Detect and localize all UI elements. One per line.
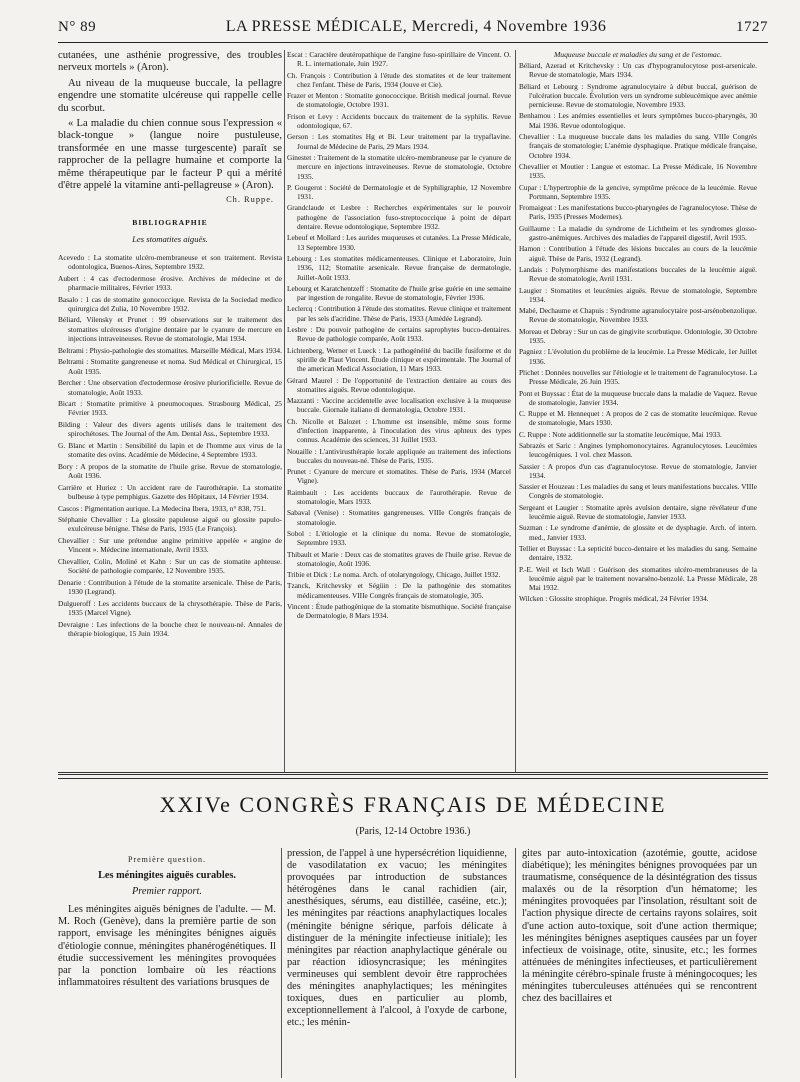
- reference-entry: C. Ruppe : Note additionnelle sur la stomatite leucémique, Mai 1933.: [519, 429, 722, 439]
- author-signature: Ch. Ruppe.: [226, 195, 274, 205]
- reference-entry: Denarie : Contribution à l'étude de la stomatite arsenicale. Thèse de Paris, 1930 (Legrand).: [58, 577, 282, 597]
- section-divider: [58, 778, 768, 779]
- reference-entry: Sabaval (Venise) : Stomatites gangreneuses. VIIIe Congrès français de stomatologie.: [287, 508, 511, 527]
- reference-entry: Lichtenberg, Werner et Lueck : La pathogénéité du bacille fusiforme et du spirille de Plaut Vincent. Étude clinique et expérimentale. The Journal of the american Medical Association, 11 Mars 1933.: [287, 345, 511, 374]
- journal-title: LA PRESSE MÉDICALE, Mercredi, 4 Novembre 1936: [225, 18, 607, 35]
- reference-entry: Béliard et Lebourg : Syndrome agranulocytaire à début buccal, guérison de l'ulcération buccale. Évolution vers un syndrome subleucémique avec anémie pernicieuse. Revue de stomatologie, Novembre 1933.: [519, 81, 757, 110]
- reference-entry: Cupar : L'hypertrophie de la gencive, symptôme précoce de la leucémie. Revue Portmann, Septembre 1935.: [519, 182, 757, 201]
- reference-entry: Nouaille : L'antivirusthérapie locale appliquée au traitement des infections buccales du nouveau-né. Thèse de Paris, 1935.: [287, 446, 511, 465]
- congress-column-3: [522, 848, 757, 1005]
- reference-section-heading: Muqueuse buccale et maladies du sang et de l'estomac.: [553, 50, 722, 59]
- paragraph: cutanées, une asthénie progressive, des troubles nerveux mortels » (Aron).: [58, 50, 282, 74]
- reference-entry: Vincent : Étude pathogénique de la stomatite bismuthique. Société française de Dermatologie, 8 Mars 1934.: [287, 602, 511, 621]
- report-label: Premier rapport.: [132, 886, 202, 898]
- reference-entry: Aubert : 4 cas d'ectodermose érosive. Archives de médecine et de pharmacie militaires, Février 1933.: [58, 273, 282, 293]
- reference-entry: Tzanck, Kritchevsky et Ségüin : De la pathogénie des stomatites médicamenteuses. VIIIe Congrès français de stomatologie, 305.: [287, 581, 511, 600]
- reference-entry: Bercher : Une observation d'ectodermose érosive pluriorificielle. Revue de stomatologie, Août 1933.: [58, 378, 282, 397]
- reference-entry: Laugier : Stomatites et leucémies aiguës. Revue de stomatologie, Septembre 1934.: [519, 285, 757, 304]
- congress-column-2: [287, 848, 507, 1029]
- reference-entry: Pagniez : L'évolution du problème de la leucémie. La Presse Médicale, 1er Juillet 1936.: [519, 347, 757, 366]
- paragraph: Au niveau de la muqueuse buccale, la pellagre engendre une stomatite ulcéreuse qui rappelle celle du scorbut.: [58, 77, 282, 114]
- reference-entry: Lebourg et Karatchentzeff : Stomatite de l'huile grise guérie en une semaine par ingestion de rongalite. Revue de stomatologie, Février 1936.: [287, 283, 511, 303]
- question-label: Première question.: [128, 855, 206, 864]
- reference-entry: Sassier et Houzeau : Les maladies du sang et leurs manifestations buccales. VIIIe Congrès de stomatologie.: [519, 482, 757, 501]
- reference-entry: Moreau et Debray : Sur un cas de gingivite scorbutique. Odontologie, 30 Octobre 1935.: [519, 326, 757, 346]
- reference-entry: Thibault et Marie : Deux cas de stomatites graves de l'huile grise. Revue de stomatologie, Août 1936.: [287, 549, 511, 568]
- reference-entry: Stéphanie Chevallier : La glossite papuleuse aiguë ou glossite papulo-exulcéreuse bénigne. Thèse de Paris, 1935 (Le François).: [58, 515, 282, 534]
- reference-entry: Pont et Buyssac : État de la muqueuse buccale dans la maladie de Vaquez. Revue de stomatologie, Janvier 1934.: [519, 388, 757, 407]
- reference-entry: Plichet : Données nouvelles sur l'étiologie et le traitement de l'agranulocytose. La Presse Médicale, 26 Juin 1935.: [519, 367, 757, 387]
- reference-entry: Beltrami : Physio-pathologie des stomatites. Marseille Médical, Mars 1934.: [58, 345, 282, 355]
- section-divider: [58, 772, 768, 775]
- bibliography-heading: BIBLIOGRAPHIE: [132, 217, 208, 227]
- reference-entry: Landais : Polymorphisme des manifestations buccales de la leucémie aiguë. Revue de stomatologie, Avril 1931.: [519, 264, 757, 284]
- reference-entry: Gerson : Les stomatites Hg et Bi. Leur traitement par la trypaflavine. Journal de Médecine de Paris, 29 Mars 1934.: [287, 132, 511, 151]
- column-1: [58, 50, 282, 640]
- topic-title: Les méningites aiguës curables.: [98, 870, 236, 882]
- reference-list-2: [287, 50, 511, 621]
- reference-entry: Basalo : 1 cas de stomatite gonococcique. Revista de la Sociedad medico quirurgica del Zulia, 10 Novembre 1932.: [58, 294, 282, 313]
- reference-entry: Chevallier : La muqueuse buccale dans les maladies du sang. VIIIe Congrès français de stomatologie; L'anémie dysphagique. Pratique médicale française, Octobre 1934.: [519, 132, 757, 160]
- reference-entry: Gérard Maurel : De l'opportunité de l'extraction dentaire au cours des stomatites aiguës. Revue odontologique.: [287, 375, 511, 394]
- reference-entry: Fromaigeat : Les manifestations bucco-pharyngées de l'agranulocytose. Thèse de Paris, 1935 (Presses Modernes).: [519, 203, 757, 222]
- reference-entry: Frazer et Menton : Stomatite gonococcique. British medical journal. Revue de stomatologie, Octobre 1931.: [287, 91, 511, 110]
- reference-entry: Lebourg : Les stomatites médicamenteuses. Clinique et Laboratoire, Juin 1936, 112; Stomatite arsenicale. Revue française de dermatologie, Juillet-Août 1933.: [287, 253, 511, 282]
- reference-entry: P. Gougerot : Société de Dermatologie et de Syphiligraphie, 12 Novembre 1931.: [287, 182, 511, 202]
- reference-entry: Sergeant et Laugier : Stomatite après avulsion dentaire, signe révélateur d'une leucémie aiguë. Revue de stomatologie, Janvier 1933.: [519, 502, 757, 522]
- reference-entry: Hamon : Contribution à l'étude des lésions buccales au cours de la leucémie aiguë. Thèse de Paris, 1932 (Legrand).: [519, 244, 757, 263]
- paragraph: gites par auto-intoxication (azotémie, goutte, acidose diabétique); les méningites bénignes provoquées par un traumatisme, conséquence de la désintégration des tissus malaxés ou de la résorption d'un hématome; les méningites provoquées par l'insolation, résultant soit de l'action physique directe de certains rayons solaires, soit d'une action auto-toxique, soit d'une action thermique; les méningites bénignes aseptiques causées par un foyer infectieux de voisinage, otite, sinusite, etc.; les formes atténuées de méningites infectieuses, et particulièrement la méningite cérébro-spinale fruste à méningocoques; les méningites tuberculeuses atténuées qui se rencontrent chez des bacillaires et: [522, 848, 757, 1005]
- reference-entry: Lesbre : Du pouvoir pathogène de certains saprophytes bucco-dentaires. Revue de pathologie comparée, Août 1933.: [287, 325, 511, 344]
- reference-entry: Sabrazès et Saric : Angines lymphomonocytaires. Agranulocytoses. Leucémies leucogéniques. 1 vol. chez Masson.: [519, 440, 757, 460]
- reference-entry: Sassier : A propos d'un cas d'agranulocytose. Revue de stomatologie, Janvier 1934.: [519, 461, 757, 480]
- reference-entry: Devraigne : Les infections de la bouche chez le nouveau-né. Annales de thérapie biologique, 15 Juin 1934.: [58, 619, 282, 638]
- page-number-left: N° 89: [58, 19, 97, 35]
- reference-entry: Frison et Levy : Accidents buccaux du traitement de la syphilis. Revue odontologique, 67.: [287, 111, 511, 131]
- congress-column-1: [58, 846, 276, 989]
- reference-entry: G. Blanc et Martin : Sensibilité du lapin et de l'homme aux virus de la stomatite des ovins. Académie de Médecine, 4 Septembre 1933.: [58, 440, 282, 460]
- reference-entry: Cascos : Pigmentation aurique. La Medecina Ibera, 1933, n° 838, 751.: [58, 503, 266, 513]
- reference-entry: Guillaume : La maladie du syndrome de Lichtheim et les syndromes glosso-gastro-anémiques. Archives des maladies de l'appareil digestif, Avril 1935.: [519, 223, 757, 243]
- reference-entry: Tribie et Dick : Le noma. Arch. of otolaryngology, Chicago, Juillet 1932.: [287, 570, 501, 580]
- reference-entry: Suzman : Le syndrome d'anémie, de glossite et de dysphagie. Arch. of intern. med., Janvier 1933.: [519, 523, 757, 542]
- reference-entry: Carrière et Huriez : Un accident rare de l'aurothérapie. La stomatite bulbeuse à type pemphigus. Gazette des Hôpitaux, 14 Février 1934.: [58, 482, 282, 502]
- bibliography-subheading: Les stomatites aiguës.: [132, 234, 208, 245]
- reference-entry: C. Ruppe et M. Hennequet : A propos de 2 cas de stomatite leucémique. Revue de stomatologie, Mars 1930.: [519, 409, 757, 428]
- reference-entry: Béliard, Azerad et Kritchevsky : Un cas d'hypogranulocytose post-arsenicale. Revue de stomatologie, Mars 1934.: [519, 61, 757, 80]
- column-rule: [515, 848, 516, 1078]
- paragraph: pression, de l'appel à une hypersécrétion liquidienne, de vasodilatation ex vacuo; les méningites provoquées par introduction de substances hétérogènes dans le canal rachidien (air, anesthésiques, sérums, eau distillée, caséine, etc.); les méningites par réactions anaphylactiques locales (méningite bénigne sérique, parfois délicate à distinguer de la méningite infectieuse initiale); les méningites par réaction anaphylactique générale ou par réaction idiosyncrasique; les méningites vermineuses qui semblent devoir être rapprochées des méningites anaphylactiques; les méningites toxiques, dues en particulier au plomb, exceptionnellement à l'alcool, à l'oxyde de carbone, etc.; les ménin-: [287, 848, 507, 1029]
- column-2: [287, 50, 511, 623]
- reference-entry: Mazzanti : Vaccine accidentelle avec localisation exclusive à la muqueuse buccale. Giornale italiano di dermatologia, Octobre 1931.: [287, 396, 511, 415]
- reference-entry: Mabé, Dechaume et Chapuis : Syndrome agranulocytaire post-arsénobenzolique. Revue de stomatologie, Novembre 1933.: [519, 306, 757, 325]
- reference-entry: Raimbault : Les accidents buccaux de l'aurothérapie. Revue de stomatologie, Mars 1933.: [287, 487, 511, 507]
- reference-entry: Lebeuf et Mollard : Les aurides muqueuses et cutanées. La Presse Médicale, 13 Septembre 1930.: [287, 233, 511, 252]
- reference-entry: Dulgueroff : Les accidents buccaux de la chrysothérapie. Thèse de Paris, 1935 (Marcel Vigne).: [58, 598, 282, 618]
- reference-entry: Escat : Caractère deutéropathique de l'angine fuso-spirillaire de Vincent. O. R. L. internationale, Juin 1927.: [287, 50, 511, 69]
- column-rule: [281, 848, 282, 1078]
- column-rule: [284, 50, 285, 772]
- reference-entry: Acevedo : La stomatite ulcéro-membraneuse et son traitement. Revista odontologica, Buenos-Aires, Septembre 1932.: [58, 252, 282, 272]
- reference-entry: Tellier et Buyssac : La septicité bucco-dentaire et les maladies du sang. Semaine dentaire, 1932.: [519, 543, 757, 563]
- reference-entry: Ch. François : Contribution à l'étude des stomatites et de leur traitement chez l'enfant. Thèse de Paris, 1934 (Jouve et Cie).: [287, 70, 511, 89]
- reference-entry: Bilding : Valeur des divers agents utilisés dans le traitement des spirochétoses. The Journal of the Am. Dental Ass., Septembre 1933.: [58, 419, 282, 439]
- congress-subtitle: (Paris, 12-14 Octobre 1936.): [355, 826, 471, 837]
- reference-entry: Wilcken : Glossite strophique. Progrès médical, 24 Février 1934.: [519, 594, 709, 604]
- reference-list-3: [519, 61, 757, 604]
- reference-entry: Bory : A propos de la stomatite de l'huile grise. Revue de stomatologie, Août 1936.: [58, 461, 282, 481]
- reference-list-1: [58, 253, 282, 639]
- column-rule: [515, 50, 516, 772]
- reference-entry: Prunet : Cyanure de mercure et stomatites. Thèse de Paris, 1934 (Marcel Vigne).: [287, 467, 511, 486]
- reference-entry: Ch. Nicolle et Balozet : L'homme est insensible, même sous forme d'infection inapparente, à l'inoculation des virus aphteux des types connus. Académie des sciences, 31 Juillet 1933.: [287, 416, 511, 445]
- reference-entry: Grandclaude et Lesbre : Recherches expérimentales sur le pouvoir pathogène de l'association fuso-streptococcique à point de départ dentaire. Revue odontologique, Septembre 1932.: [287, 203, 511, 232]
- reference-entry: P.-E. Weil et Isch Wall : Guérison des stomatites ulcéro-membraneuses de la leucémie aiguë par le traitement novarséno-benzolé. La Presse Médicale, 28 Mai 1932.: [519, 564, 757, 593]
- page-header: [58, 18, 768, 43]
- reference-entry: Ginestet : Traitement de la stomatite ulcéro-membraneuse par le cyanure de mercure en injections intraveineuses. Revue de stomatologie, Octobre 1935.: [287, 152, 511, 181]
- article-conclusion: [58, 50, 282, 192]
- page-number-right: 1727: [736, 19, 768, 35]
- reference-entry: Leclercq : Contribution à l'étude des stomatites. Revue clinique et traitement par les sels d'acridine. Thèse de Paris, 1933 (Amédée Legrand).: [287, 304, 511, 323]
- reference-entry: Sobol : L'étiologie et la clinique du noma. Revue de stomatologie, Septembre 1933.: [287, 528, 511, 548]
- column-3: [519, 50, 757, 606]
- reference-entry: Béliard, Vilensky et Prunet : 99 observations sur le traitement des stomatites ulcéreuses d'origine dentaire par le cyanure de mercure en injections intraveineuses. Revue de stomatologie, Mai 1934.: [58, 315, 282, 344]
- paragraph: Les méningites aiguës bénignes de l'adulte. — M. M. Roch (Genève), dans la première partie de son rapport, envisage les méningites bénignes aiguës d'étiologie connue, méningites phanérogénétiques. Il étudie successivement les méningites provoquées par la ponction lombaire où les réactions inflammatoires résultent des variations brusques de: [58, 904, 276, 988]
- reference-entry: Chevallier : Sur une prétendue angine primitive appelée « angine de Vincent ». Médecine internationale, Avril 1933.: [58, 535, 282, 555]
- reference-entry: Benhamou : Les anémies essentielles et leurs symptômes bucco-pharyngés, 30 Mai 1936. Revue odontologique.: [519, 111, 757, 130]
- congress-title: XXIVe CONGRÈS FRANÇAIS DE MÉDECINE: [159, 792, 667, 817]
- paragraph: « La maladie du chien connue sous l'expression « black-tongue » (langue noire pustuleuse, transformée en une masse turgescente) paraît se rapprocher de la pellagre humaine et comporte la même thérapeutique par le facteur P qui a mérité d'être appelé la vitamine anti-pellagreuse » (Aron).: [58, 118, 282, 192]
- reference-entry: Beltrami : Stomatite gangreneuse et noma. Sud Médical et Chirurgical, 15 Août 1935.: [58, 357, 282, 376]
- reference-entry: Chevallier et Moutier : Langue et estomac. La Presse Médicale, 16 Novembre 1935.: [519, 161, 757, 181]
- reference-entry: Chevallier, Colin, Moliné et Kahn : Sur un cas de stomatite aphteuse. Société de pathologie comparée, 12 Novembre 1935.: [58, 556, 282, 576]
- reference-entry: Bicart : Stomatite primitive à pneumocoques. Strasbourg Médical, 25 Février 1933.: [58, 399, 282, 418]
